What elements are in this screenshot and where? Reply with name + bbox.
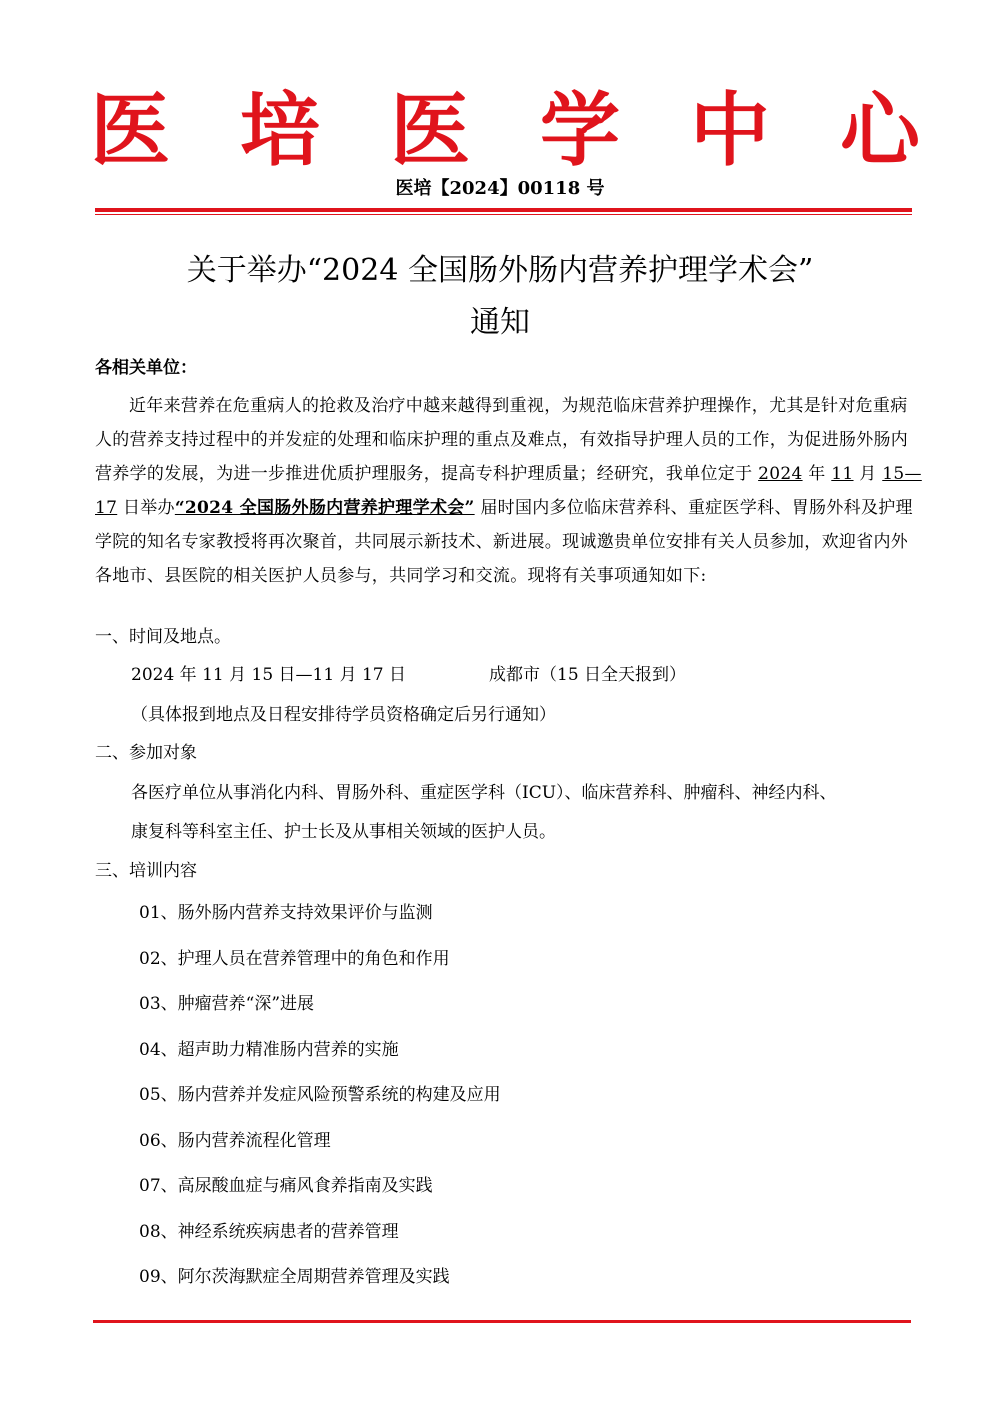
training-item: 03、肿瘤营养“深”进展	[139, 994, 315, 1014]
organization-name	[90, 86, 920, 176]
year-suffix: 年	[802, 464, 832, 484]
greeting: 各相关单位：	[95, 358, 197, 378]
org-name-char: 培	[240, 84, 320, 177]
document-number: 医培【2024】00118 号	[395, 178, 605, 199]
header-divider-thick	[95, 208, 912, 212]
event-dates: 2024 年 11 月 15 日—11 月 17 日	[131, 665, 407, 685]
org-name-char: 医	[390, 84, 470, 177]
month-suffix: 月	[853, 464, 883, 484]
notice-title-line1: 关于举办“2024 全国肠外肠内营养护理学术会”	[186, 253, 814, 288]
intro-text-1: 近年来营养在危重病人的抢救及治疗中越来越得到重视，为规范临床营养护理操作，尤其是针对危重病人的营养支持过程中的并发症的处理和临床护理的重点及难点，有效指导护理人员的工作，为促进肠外肠内营养学的发展，为进一步推进优质护理服务，提高专科护理质量；经研究，我单位定于	[95, 396, 909, 484]
training-item: 07、高尿酸血症与痛风食养指南及实践	[139, 1176, 433, 1196]
participants-line1: 各医疗单位从事消化内科、胃肠外科、重症医学科（ICU）、临床营养科、肿瘤科、神经内科、	[131, 783, 837, 803]
org-name-char: 医	[90, 84, 170, 177]
training-item: 01、肠外肠内营养支持效果评价与监测	[139, 903, 433, 923]
conference-name: “2024 全国肠外肠内营养护理学术会”	[174, 498, 475, 518]
header-divider-thin	[95, 214, 912, 215]
section-heading-training: 三、培训内容	[95, 861, 197, 881]
training-item: 08、神经系统疾病患者的营养管理	[139, 1222, 399, 1242]
training-item: 02、护理人员在营养管理中的角色和作用	[139, 949, 450, 969]
event-days: 15—17	[95, 464, 922, 518]
event-year: 2024	[758, 464, 803, 484]
training-item: 09、阿尔茨海默症全周期营养管理及实践	[139, 1267, 450, 1287]
participants-line2: 康复科等科室主任、护士长及从事相关领域的医护人员。	[131, 822, 556, 842]
notice-title-line2: 通知	[470, 305, 530, 340]
section-heading-participants: 二、参加对象	[95, 743, 197, 763]
org-name-char: 中	[690, 84, 770, 177]
event-location: 成都市（15 日全天报到）	[489, 665, 687, 685]
section-heading-time-place: 一、时间及地点。	[95, 627, 231, 647]
days-suffix: 日举办	[117, 498, 175, 518]
intro-text-2: 届时国内多位临床营养科、重症医学科、胃肠外科及护理学院的知名专家教授将再次聚首，共同展示新技术、新进展。现诚邀贵单位安排有关人员参加，欢迎省内外各地市、县医院的相关医护人员参与，共同学习和交流。现将有关事项通知如下:	[95, 498, 913, 586]
training-item: 04、超声助力精准肠内营养的实施	[139, 1040, 399, 1060]
org-name-char: 心	[840, 84, 920, 177]
event-month: 11	[831, 464, 854, 484]
org-name-char: 学	[540, 84, 620, 177]
footer-divider	[93, 1320, 911, 1323]
registration-note: （具体报到地点及日程安排待学员资格确定后另行通知）	[131, 705, 556, 725]
training-item: 05、肠内营养并发症风险预警系统的构建及应用	[139, 1085, 501, 1105]
training-item: 06、肠内营养流程化管理	[139, 1131, 331, 1151]
intro-paragraph	[95, 389, 923, 593]
